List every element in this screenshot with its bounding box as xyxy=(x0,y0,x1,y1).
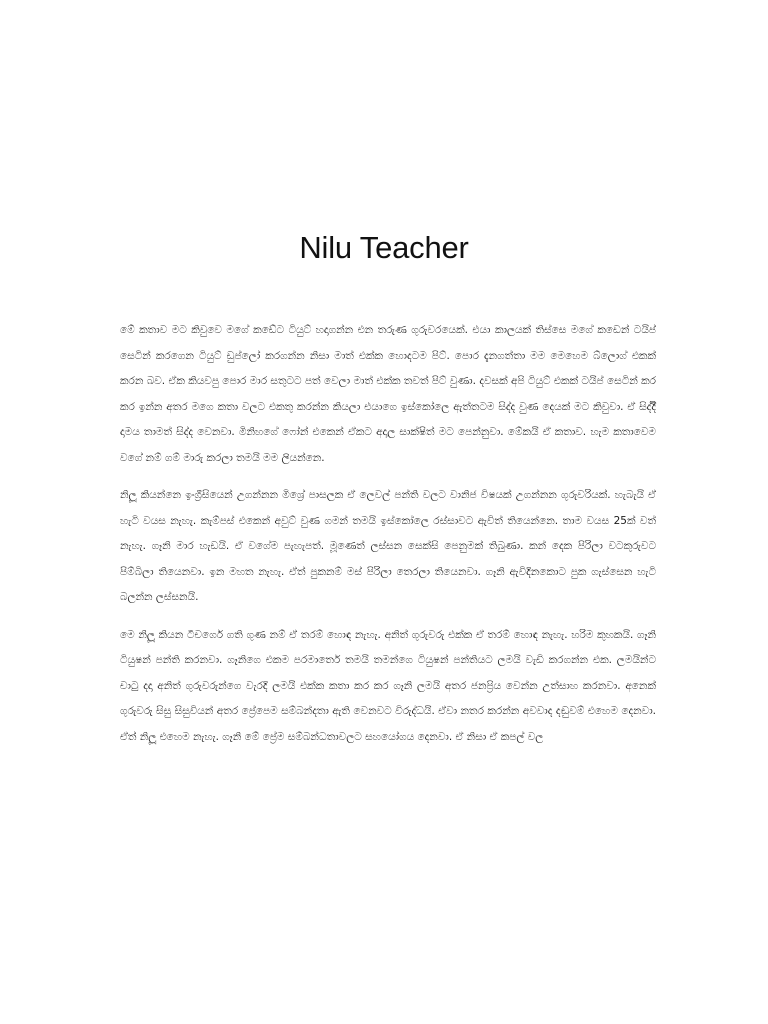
paragraph-1: මේ කතාව මට කිවුවෙ මගේ කඩේට ටියුට් හදාගන්න එන තරුණ ගුරුවරයෙක්. එයා කාලයක් තිස්සෙ මගේ කඩෙන් ටයිප් සෙටින් කරගෙන ටියුට් ඩුප්ලෝ කරගන්න නිසා මාත් එක්ක හොදටම පිට්. පොර දැනගත්තා මම මෙහෙම බ්ලොග් එකක් කරන බව. ඒක කියවපු පොර මාර සතුටට පත් වෙලා මාත් එක්ක තවත් පිට් වුණා. දවසක් අපි ටියුට් එකක් ටයිප් සෙටින් කර කර ඉන්න අතර මගෙ කතා වලට එකතු කරන්න කියලා එයාගෙ ඉස්කෝලෙ ඇත්තටම සිද්ද වුණ දෙයක් මට කිවුවා. ඒ සිද්දිි දාමය තාමත් සිද්ද වෙනවා. මිනිහගේ ෆෝන් එකෙන් ඒකට අදාල සාක්ෂිත් මට පෙන්නුවා. මේකයි ඒ කතාව. හැම කතාවෙම වගේ නම් ගම් මාරු කරලා තමයි මම ලියන්නෙ. xyxy=(120,324,656,464)
paragraph-3: මෙ නිලූ කියන ටීචර්ගෙ ගති ගුණ නම් ඒ තරම් හොඳ නැහැ. අනිත් ගුරුවරු එක්ක ඒ තරම් හොඳ නැහැ. හරිම කුහකයි. ගෑනි ටියුෂන් පන්ති කරනවා. ගෑනිගෙ එකම පරමාර්තෙ තමයි තමන්ගෙ ටියුෂන් පන්තියට ලමයි වැඩි කරගන්න එක. ලමයින්ට චාටු දදා අනිත් ගුරුවරුන්ගෙ වැරදි ලමයි එක්ක කතා කර කර ගෑනි ලමයි අතර ජනප්‍රිය වෙන්න උත්සාහ කරනවා. අනෙක් ගුරුවරු සිසු සිසුවියන් අතර ප්‍රේපෙම සම්බන්දතා ඇති වෙනවට විරුද්ධයි. ඒවා නතර කරන්න අවවාද දඬුවම් එහෙම දෙනවා. ඒත් නිලූ එහෙම නැහැ. ගෑනි මේ ප්‍රේම සම්බන්ධතාවලට සහයෝගය දෙනවා. ඒ නිසා ඒ කපල් වල xyxy=(120,628,656,743)
document-body xyxy=(120,318,656,762)
document-title: Nilu Teacher xyxy=(299,230,469,265)
paragraph-2: නිලූ කියන්නෙ ඉංග්‍රීසියෙන් උගන්නන මිශ්‍රේ පාසලක ඒ ලෙවල් පන්ති වලට වානිජ විෂයක් උගන්නන ගුරුවරියක්. හැබැයි ඒ හැටි වයස නැහැ. කැම්පස් එකෙන් අවුට් වුණ ගමන් තමයි ඉස්කෝලෙ රස්සාවට ඇවිත් තියෙන්නෙ. තාම වයස 25ක් වත් නැහැ. ගෑනි මාර හැඩයි. ඒ වගේම පැහැපත්. මූණෙත් ලස්සන සෙක්සි පෙනුමක් තිබුණා. කන් දෙක පිරිලා වටකුරුවට පිම්බිලා තියෙනවා. ඉන මහත නැහැ. ඒත් පුකනම් මස් පිරිලා තෙරලා තියෙනවා. ගෑනි ඇවිදිනකොට පුක ගැස්සෙන හැටි බලන්න ලස්සනයි. xyxy=(120,489,656,603)
